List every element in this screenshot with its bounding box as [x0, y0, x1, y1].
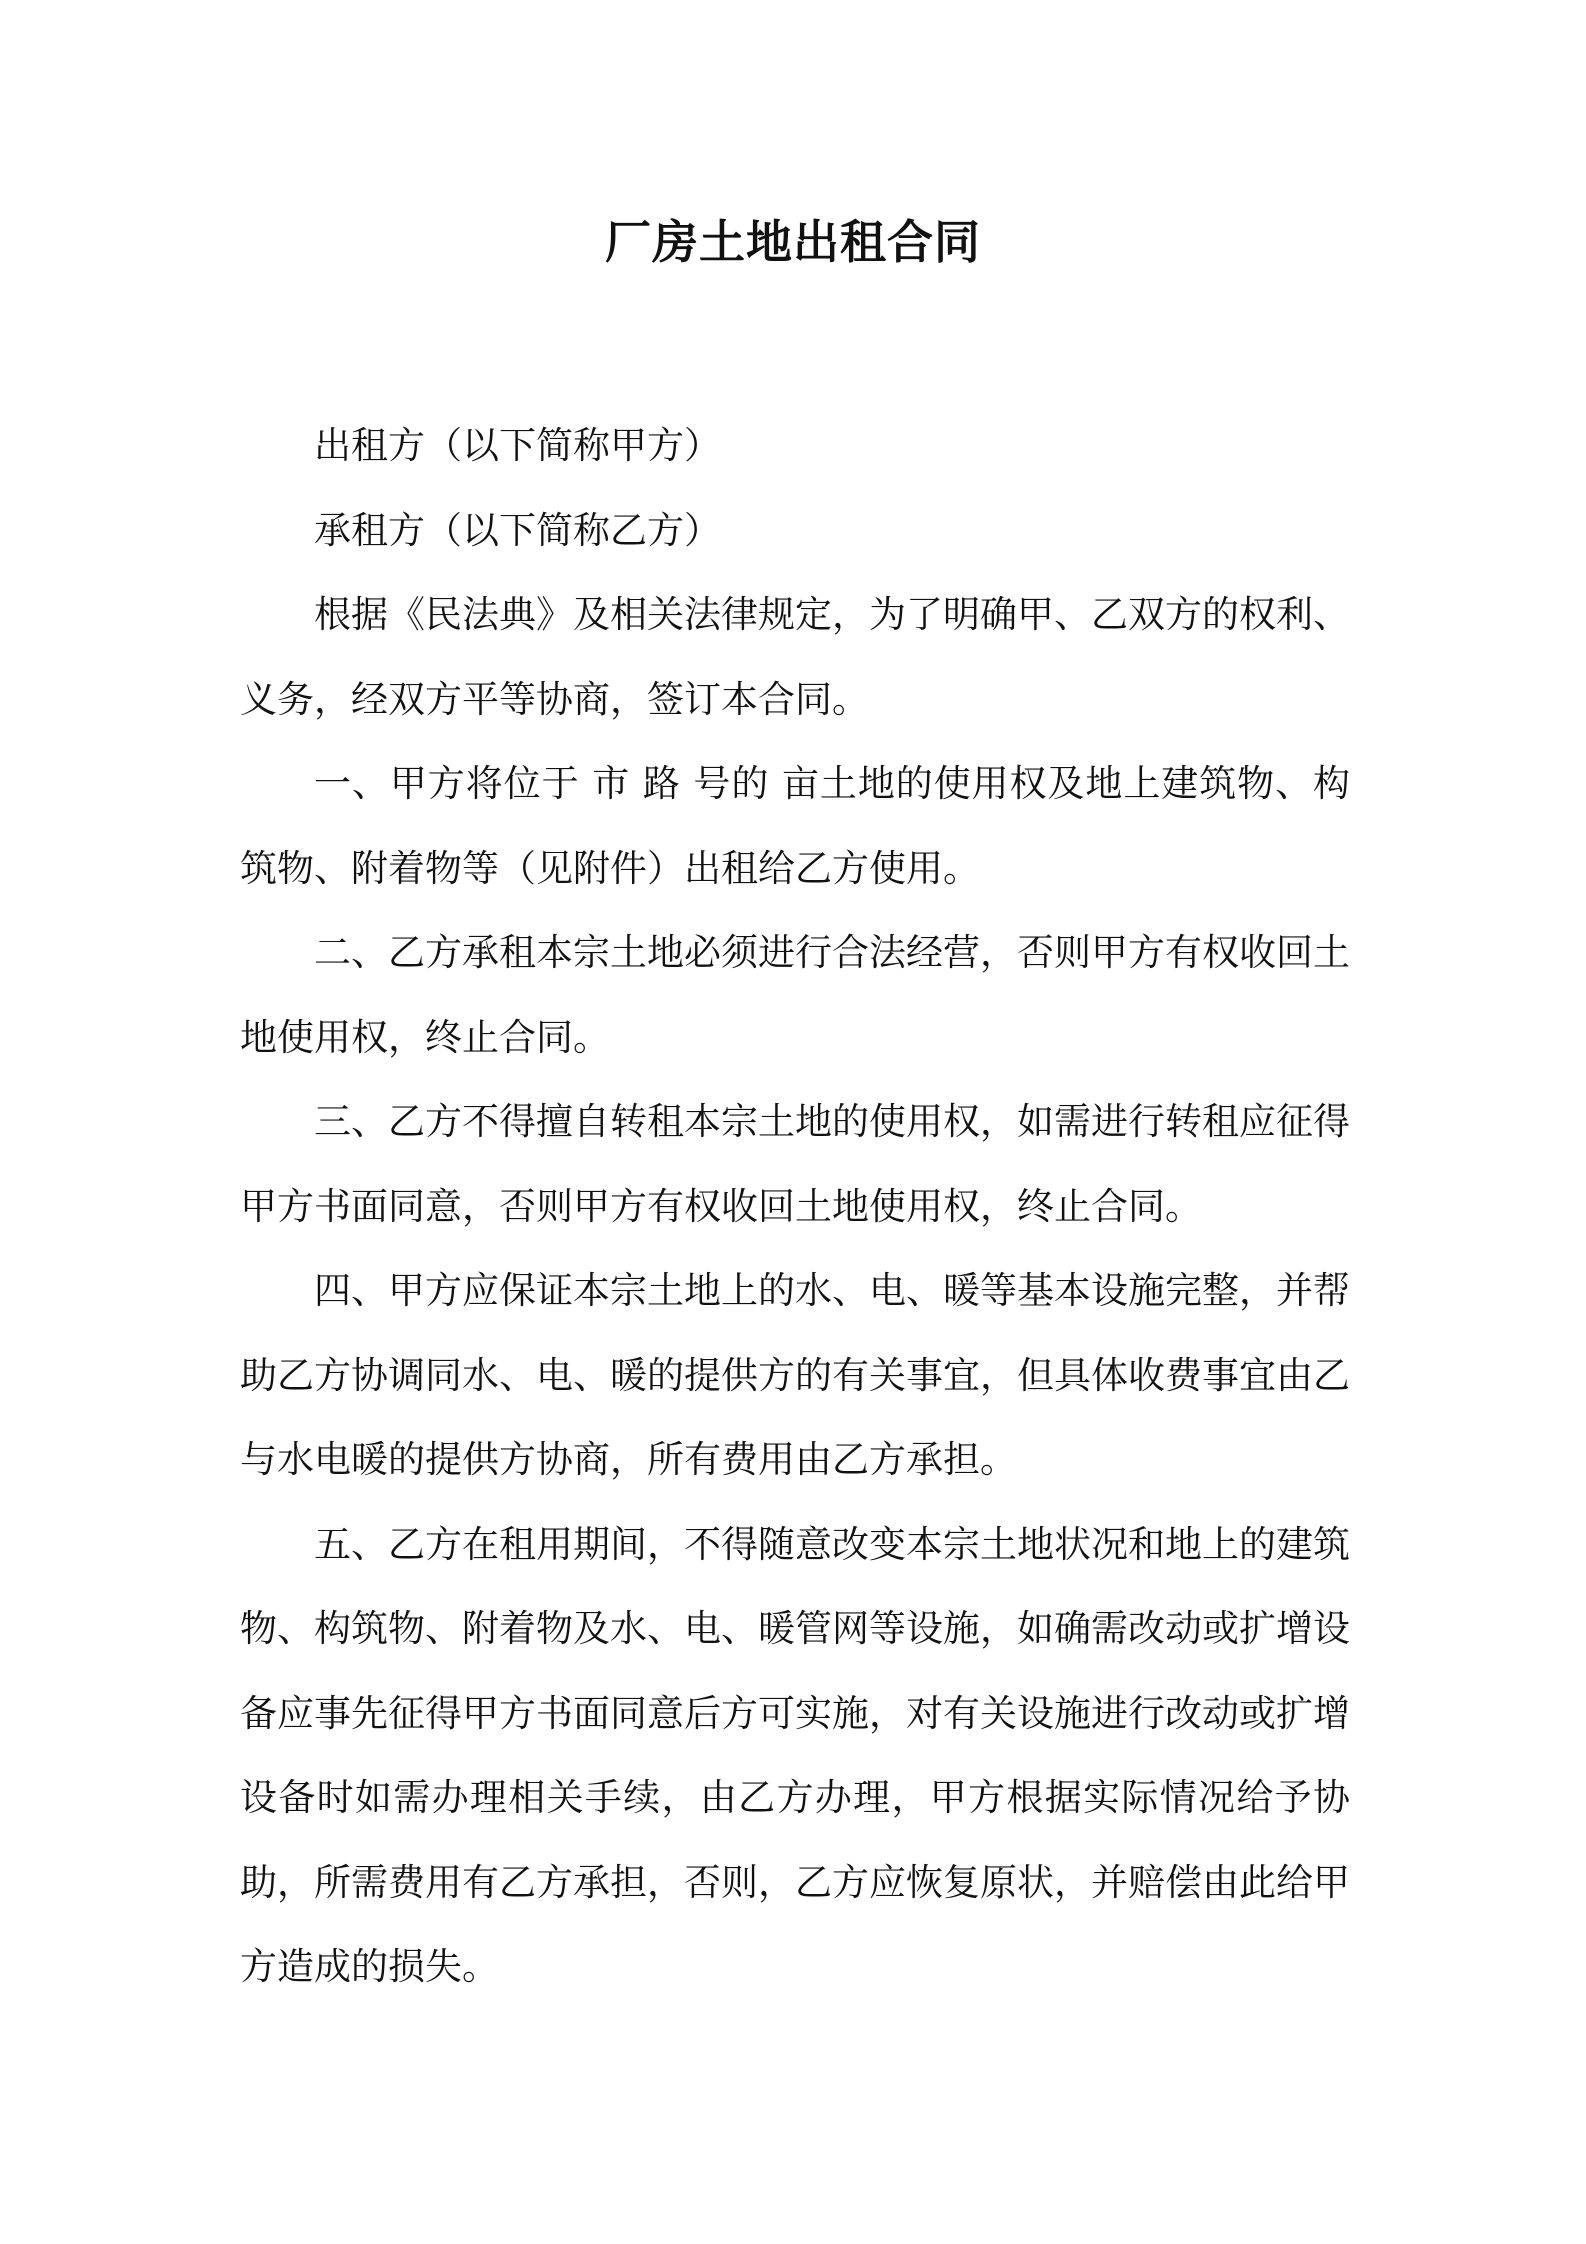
clause-4 [240, 1249, 1350, 1503]
paragraph-lessee [240, 489, 1350, 574]
clause-3 [240, 1080, 1350, 1249]
paragraph-text: 一、甲方将位于 市 路 号的 亩土地的使用权及地上建筑物、构筑物、附着物等（见附件）出租给乙方使用。 [240, 762, 1350, 890]
paragraph-preamble [240, 573, 1350, 742]
paragraph-lessor [240, 404, 1350, 489]
paragraph-text: 根据《民法典》及相关法律规定，为了明确甲、乙双方的权利、义务，经双方平等协商，签订本合同。 [240, 593, 1350, 721]
document-title: 厂房土地出租合同 [605, 215, 981, 269]
paragraph-text: 二、乙方承租本宗土地必须进行合法经营，否则甲方有权收回土地使用权，终止合同。 [240, 931, 1350, 1059]
paragraph-text: 出租方（以下简称甲方） [314, 424, 721, 467]
document-body [240, 404, 1350, 2010]
paragraph-text: 三、乙方不得擅自转租本宗土地的使用权，如需进行转租应征得甲方书面同意，否则甲方有权收回土地使用权，终止合同。 [240, 1100, 1350, 1228]
clause-1 [240, 742, 1350, 911]
paragraph-text: 五、乙方在租用期间，不得随意改变本宗土地状况和地上的建筑物、构筑物、附着物及水、电、暖管网等设施，如确需改动或扩增设备应事先征得甲方书面同意后方可实施，对有关设施进行改动或扩增设备时如需办理相关手续，由乙方办理，甲方根据实际情况给予协助，所需费用有乙方承担，否则，乙方应恢复原状，并赔偿由此给甲方造成的损失。 [240, 1522, 1350, 1988]
clause-5 [240, 1503, 1350, 2010]
paragraph-text: 四、甲方应保证本宗土地上的水、电、暖等基本设施完整，并帮助乙方协调同水、电、暖的提供方的有关事宜，但具体收费事宜由乙与水电暖的提供方协商，所有费用由乙方承担。 [240, 1269, 1350, 1481]
paragraph-text: 承租方（以下简称乙方） [314, 508, 721, 552]
clause-2 [240, 911, 1350, 1080]
